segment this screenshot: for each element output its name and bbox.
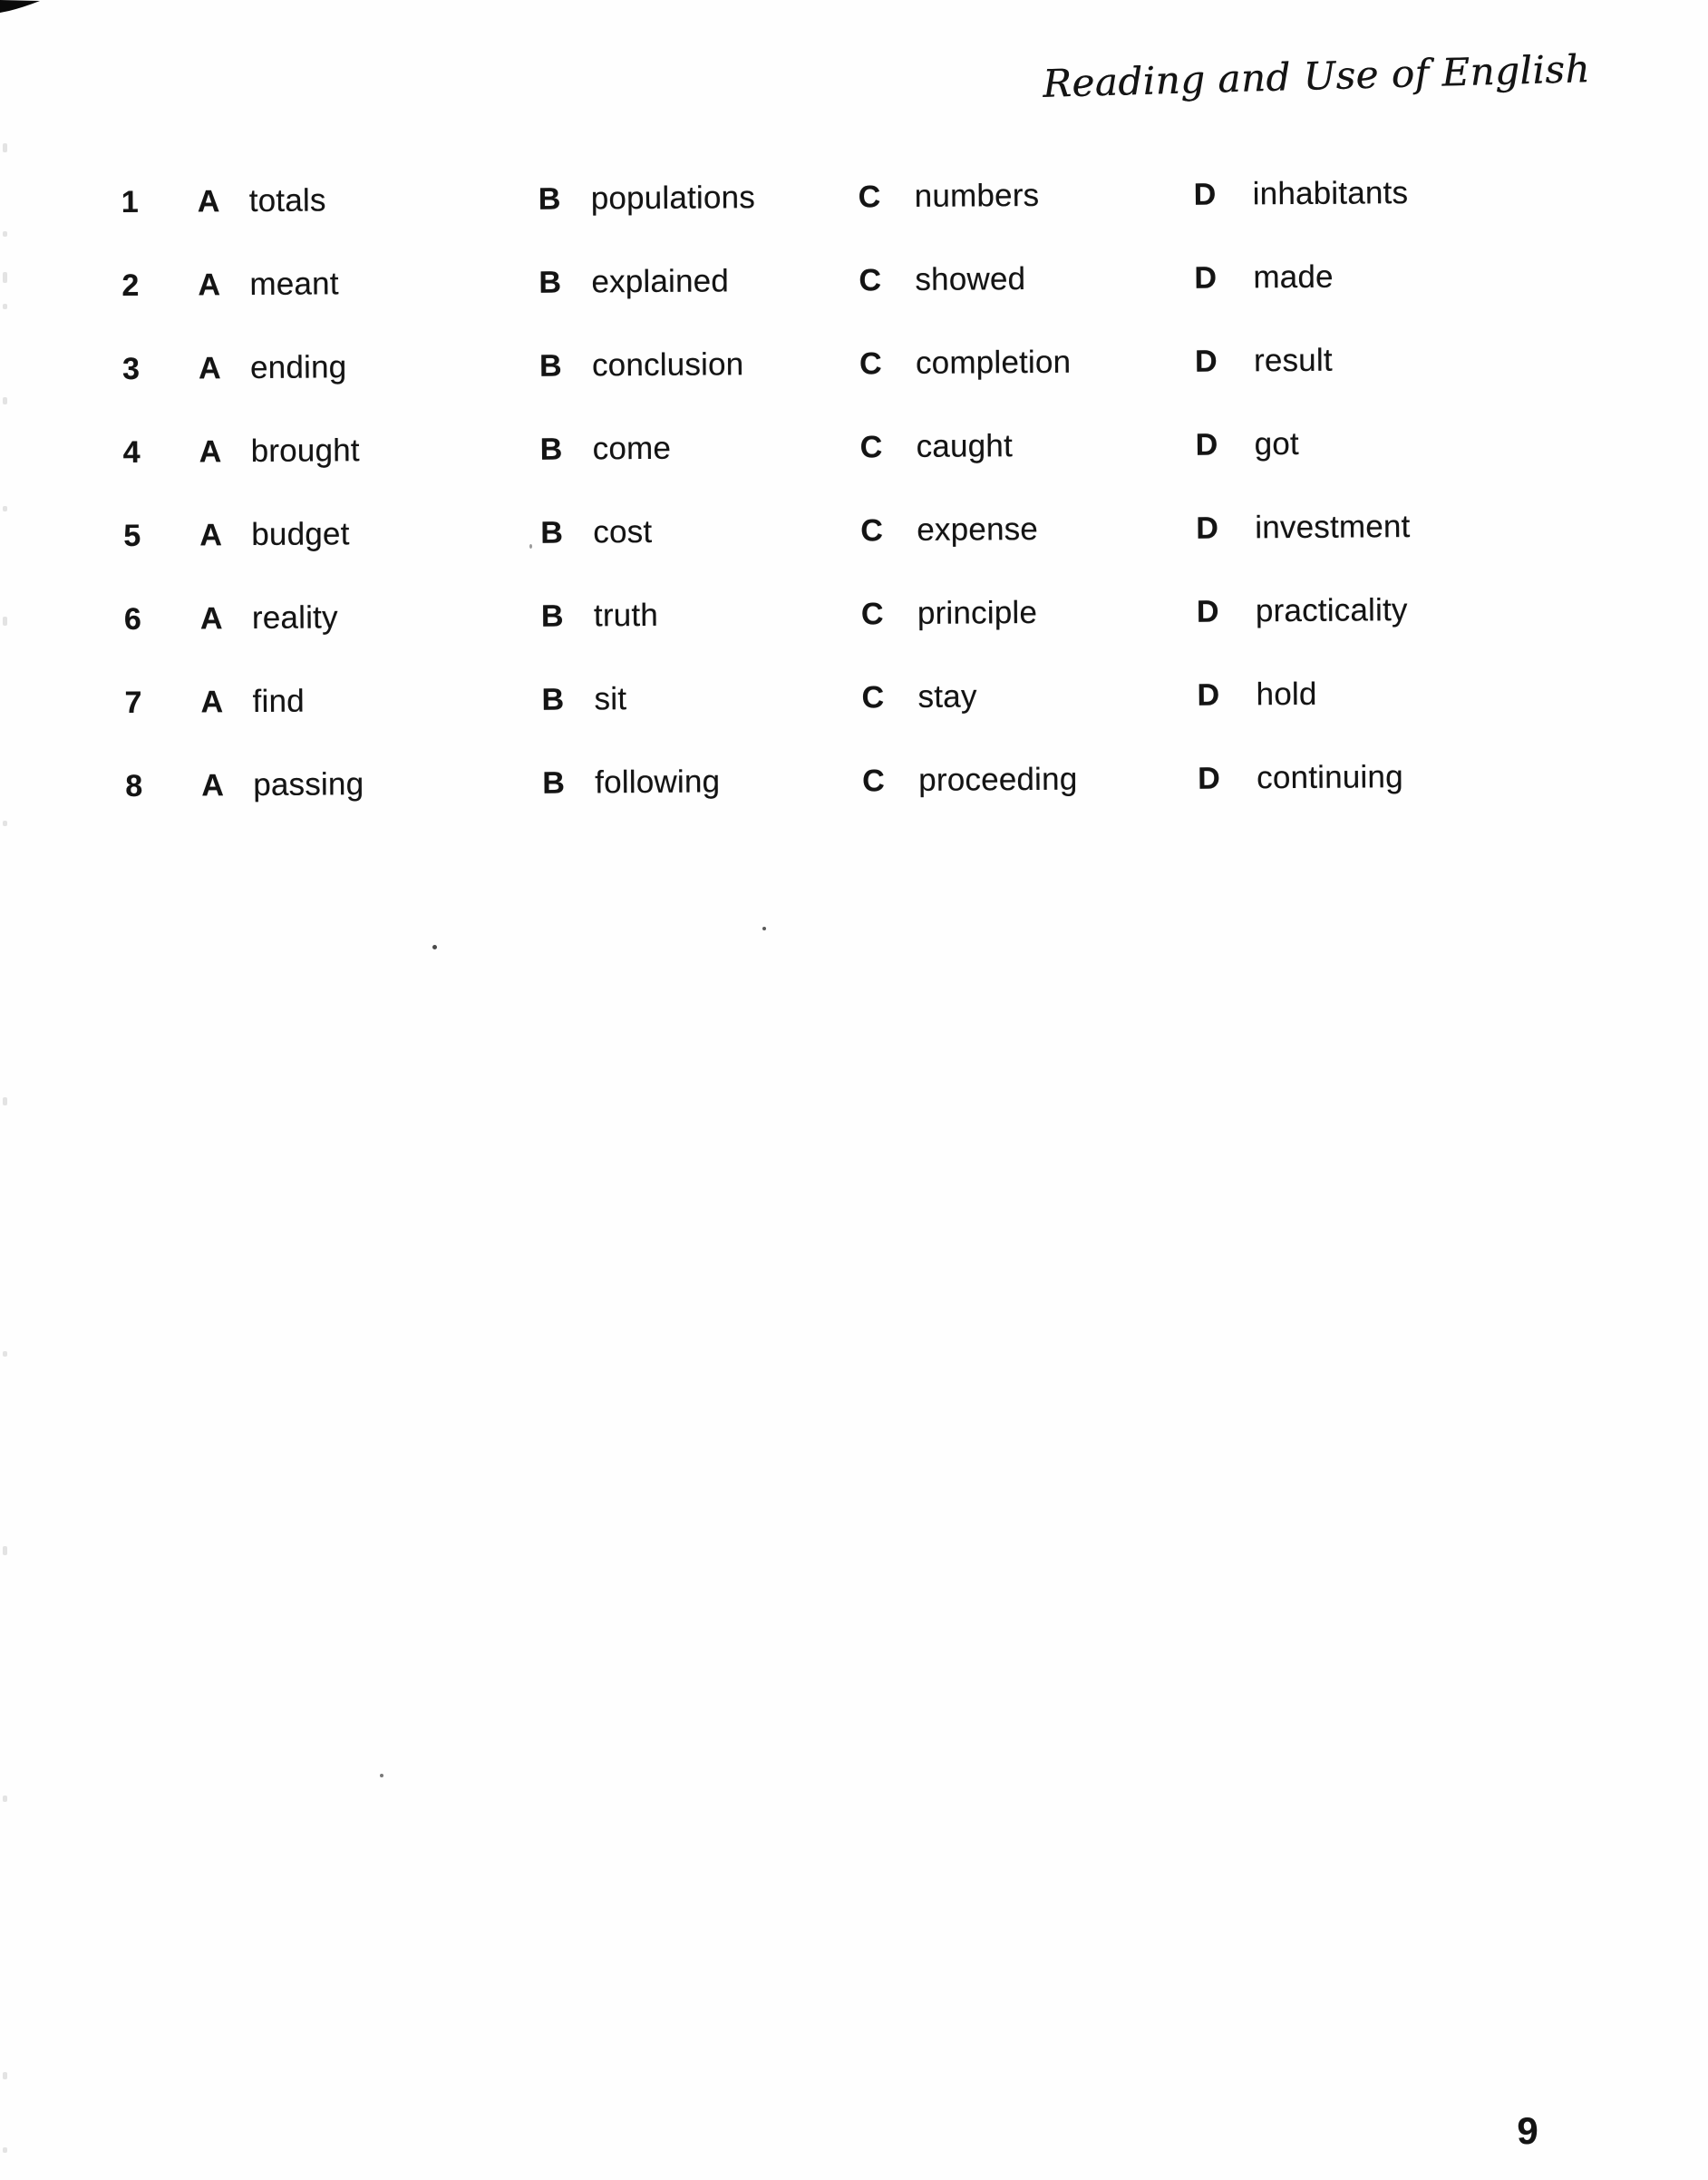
page-header-title: Reading and Use of English [1042,46,1591,106]
option-word-b: following [595,764,721,801]
scan-edge-artifact [3,1546,7,1555]
option-word-a: brought [250,433,360,470]
option-word-c: caught [916,428,1014,464]
scan-ink-dot [762,927,766,930]
option-letter-b: B [539,432,563,467]
option-word-d: practicality [1255,592,1408,629]
option-word-d: continuing [1257,759,1403,796]
option-word-b: cost [593,513,653,550]
option-word-a: budget [251,516,350,553]
option-word-d: investment [1255,509,1411,546]
question-row [121,233,1671,327]
scan-edge-artifact [3,821,7,826]
option-letter-d: D [1197,677,1220,713]
option-word-a: passing [253,766,364,803]
question-number: 4 [122,434,141,470]
question-number: 6 [123,601,142,637]
scan-edge-artifact [3,231,7,237]
option-letter-d: D [1196,594,1219,629]
option-word-b: conclusion [591,346,744,384]
question-row [124,567,1674,661]
question-number: 3 [121,351,141,386]
question-row [122,400,1672,494]
option-word-b: truth [593,597,659,634]
option-letter-d: D [1194,344,1218,379]
option-word-b: come [592,430,672,467]
option-word-c: principle [917,594,1038,631]
option-letter-b: B [542,765,565,801]
option-word-d: inhabitants [1252,175,1409,212]
option-word-b: populations [590,180,756,217]
question-number: 1 [121,184,139,219]
question-number: 5 [123,518,141,553]
option-letter-c: C [862,763,885,798]
option-word-d: made [1253,258,1334,296]
option-letter-c: C [860,512,883,548]
option-letter-b: B [540,599,564,634]
scan-edge-artifact [3,304,7,309]
scan-edge-artifact [3,506,7,511]
scan-edge-artifact [3,617,7,626]
option-letter-a: A [199,433,222,469]
question-row [125,734,1674,828]
option-word-c: expense [917,511,1039,548]
question-number: 2 [121,268,140,303]
option-letter-a: A [199,517,223,552]
question-row [124,650,1674,745]
scan-edge-artifact [3,397,7,404]
scan-ink-dot [380,1774,383,1777]
option-word-a: ending [249,349,347,386]
option-letter-b: B [540,515,564,550]
question-row [123,483,1673,578]
scan-edge-artifact [3,1351,7,1357]
option-word-b: explained [591,263,730,300]
option-word-d: hold [1256,676,1317,713]
option-word-a: totals [248,182,326,219]
option-word-d: result [1253,342,1333,379]
option-word-a: meant [249,266,339,303]
option-letter-b: B [538,181,561,217]
option-letter-b: B [539,265,562,300]
scan-edge-artifact [3,272,7,283]
option-word-c: stay [917,678,977,715]
option-letter-c: C [859,345,882,381]
option-letter-c: C [861,679,885,715]
option-letter-a: A [201,767,224,803]
option-letter-b: B [539,348,562,384]
option-letter-d: D [1194,260,1218,296]
scan-corner-artifact [0,0,42,15]
scan-ink-dot [529,544,532,549]
option-word-c: numbers [914,177,1040,214]
option-word-c: completion [915,344,1072,381]
option-word-c: showed [915,261,1026,297]
question-row [121,150,1670,244]
scan-edge-artifact [3,2072,7,2079]
scan-edge-artifact [3,1097,7,1105]
option-letter-c: C [860,596,884,631]
option-letter-a: A [198,267,221,302]
option-letter-a: A [200,684,224,719]
option-letter-c: C [859,429,883,464]
option-word-a: reality [251,599,338,637]
scan-edge-artifact [3,1796,7,1802]
option-letter-c: C [858,179,881,214]
option-letter-d: D [1195,427,1218,462]
option-word-b: sit [594,681,627,717]
option-word-c: proceeding [918,761,1078,798]
question-row [122,316,1672,411]
option-letter-a: A [198,350,221,385]
option-letter-d: D [1193,177,1217,212]
question-number: 7 [124,685,142,720]
question-number: 8 [125,768,143,803]
scan-edge-artifact [3,2147,7,2153]
option-letter-d: D [1196,511,1218,546]
options-table [121,150,1674,828]
option-letter-d: D [1198,761,1220,796]
option-letter-b: B [541,682,565,717]
scan-ink-dot [432,945,437,949]
option-word-a: find [252,683,305,720]
page-number: 9 [1517,2109,1538,2152]
option-letter-a: A [197,183,220,219]
option-letter-c: C [859,262,882,297]
option-letter-a: A [199,600,223,636]
scan-edge-artifact [3,143,7,152]
option-word-d: got [1254,425,1300,462]
